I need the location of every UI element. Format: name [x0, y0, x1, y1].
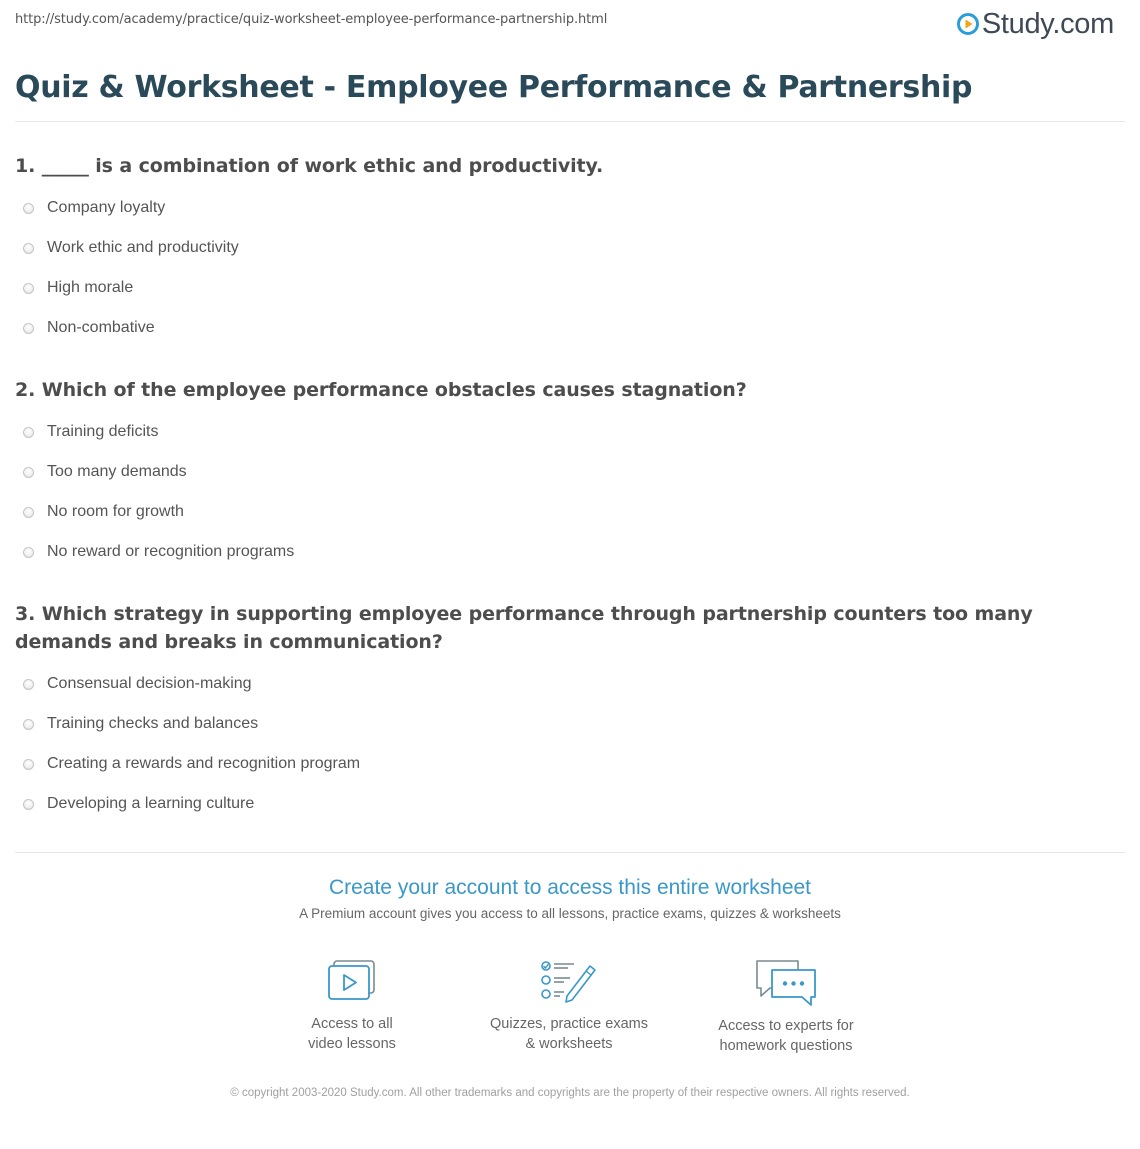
feature-label: Access to experts for homework questions	[718, 1018, 854, 1054]
answer-option[interactable]	[23, 541, 294, 563]
page-url: http://study.com/academy/practice/quiz-worksheet-employee-performance-partnership.html	[15, 12, 608, 27]
answer-option[interactable]	[23, 421, 158, 443]
answer-label: Developing a learning culture	[47, 795, 255, 812]
copyright-footer: © copyright 2003-2020 Study.com. All other trademarks and copyrights are the property of their respective owners. All rights reserved.	[230, 1087, 910, 1099]
chat-bubbles-icon	[754, 958, 818, 1006]
create-account-link[interactable]: Create your account to access this entire worksheet	[328, 876, 812, 899]
answer-option[interactable]	[23, 753, 360, 775]
radio-button[interactable]	[23, 679, 34, 690]
study-logo[interactable]	[957, 8, 1114, 40]
answer-label: No reward or recognition programs	[47, 543, 295, 560]
logo-text: Study.com	[981, 7, 1114, 40]
question-1: 1. _____ is a combination of work ethic and productivity.	[15, 155, 604, 177]
feature-experts	[686, 958, 886, 1056]
answer-label: Training deficits	[47, 423, 159, 440]
answer-option[interactable]	[23, 793, 254, 815]
answer-option[interactable]	[23, 277, 133, 299]
answer-option[interactable]	[23, 197, 165, 219]
radio-button[interactable]	[23, 323, 34, 334]
radio-button[interactable]	[23, 427, 34, 438]
answer-option[interactable]	[23, 501, 184, 523]
answer-label: Non-combative	[47, 319, 155, 336]
radio-button[interactable]	[23, 547, 34, 558]
answer-label: Too many demands	[47, 463, 187, 480]
video-lesson-icon	[326, 958, 378, 1004]
feature-label: Access to all video lessons	[308, 1016, 396, 1052]
radio-button[interactable]	[23, 799, 34, 810]
play-logo-icon	[957, 13, 979, 35]
radio-button[interactable]	[23, 243, 34, 254]
radio-button[interactable]	[23, 283, 34, 294]
question-2: 2. Which of the employee performance obstacles causes stagnation?	[15, 379, 747, 401]
radio-button[interactable]	[23, 203, 34, 214]
premium-description: A Premium account gives you access to all lessons, practice exams, quizzes & worksheets	[299, 906, 841, 921]
answer-label: Work ethic and productivity	[47, 239, 239, 256]
answer-label: Training checks and balances	[47, 715, 259, 732]
feature-label: Quizzes, practice exams & worksheets	[490, 1016, 648, 1052]
radio-button[interactable]	[23, 467, 34, 478]
feature-video-lessons	[252, 958, 452, 1054]
answer-option[interactable]	[23, 317, 155, 339]
answer-option[interactable]	[23, 461, 187, 483]
answer-option[interactable]	[23, 673, 252, 695]
page-title: Quiz & Worksheet - Employee Performance & Partnership	[15, 70, 973, 105]
radio-button[interactable]	[23, 507, 34, 518]
divider	[15, 852, 1125, 853]
answer-option[interactable]	[23, 713, 258, 735]
feature-quizzes	[469, 958, 669, 1054]
quiz-checklist-icon	[540, 958, 598, 1004]
divider	[15, 121, 1125, 122]
answer-option[interactable]	[23, 237, 239, 259]
radio-button[interactable]	[23, 719, 34, 730]
question-3: 3. Which strategy in supporting employee performance through partnership counters too many demands and breaks in communication?	[15, 603, 1033, 653]
answer-label: No room for growth	[47, 503, 184, 520]
answer-label: Company loyalty	[47, 199, 166, 216]
answer-label: High morale	[47, 279, 134, 296]
radio-button[interactable]	[23, 759, 34, 770]
answer-label: Consensual decision-making	[47, 675, 252, 692]
answer-label: Creating a rewards and recognition program	[47, 755, 361, 772]
